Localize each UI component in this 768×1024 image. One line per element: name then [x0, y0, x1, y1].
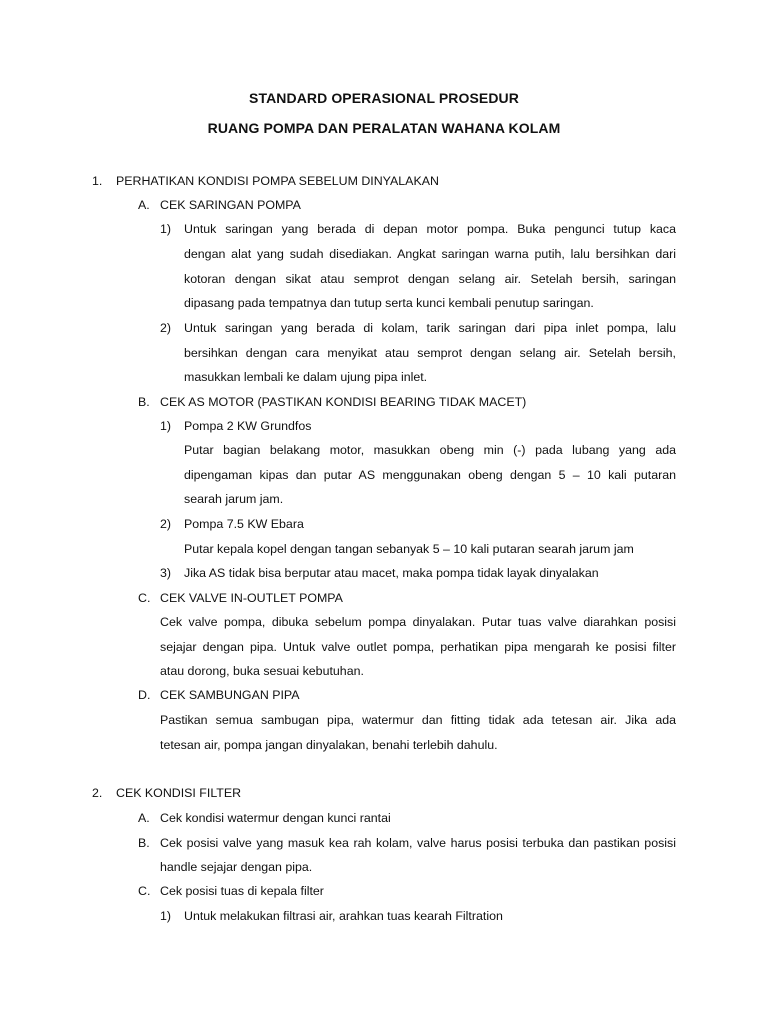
section-1b-item-2-line: Putar kepala kopel dengan tangan sebanyak 5 – 10 kali putaran searah jarum jam — [184, 542, 634, 556]
section-2-number: 2. — [92, 786, 103, 800]
section-1b-item-2-number: 2) — [160, 517, 172, 531]
section-2b-line: Cek posisi valve yang masuk kea rah kolam, valve harus posisi terbuka dan pastikan posisi — [160, 836, 676, 850]
section-1a-heading: CEK SARINGAN POMPA — [160, 198, 301, 212]
section-1d-line: tetesan air, pompa jangan dinyalakan, benahi terlebih dahulu. — [160, 738, 498, 752]
section-1-heading: PERHATIKAN KONDISI POMPA SEBELUM DINYALAKAN — [116, 174, 439, 188]
section-1b-item-1-number: 1) — [160, 419, 172, 433]
section-1a-letter: A. — [138, 198, 150, 212]
section-1c-heading: CEK VALVE IN-OUTLET POMPA — [160, 591, 343, 605]
section-1b-item-3-number: 3) — [160, 566, 172, 580]
section-2a-letter: A. — [138, 811, 150, 825]
section-1d-letter: D. — [138, 688, 151, 702]
section-1b-heading: CEK AS MOTOR (PASTIKAN KONDISI BEARING TIDAK MACET) — [160, 395, 527, 409]
section-1a-item-2-line: Untuk saringan yang berada di kolam, tarik saringan dari pipa inlet pompa, lalu — [184, 321, 676, 335]
section-2c-text: Cek posisi tuas di kepala filter — [160, 884, 324, 898]
section-2c-item-1-number: 1) — [160, 909, 172, 923]
section-1a-item-1-line: dengan alat yang sudah disediakan. Angkat saringan warna putih, lalu bersihkan dari — [184, 247, 676, 261]
section-1d-line: Pastikan semua sambugan pipa, watermur dan fitting tidak ada tetesan air. Jika ada — [160, 713, 676, 727]
section-1a-item-2-number: 2) — [160, 321, 172, 335]
section-1b-item-1-line: searah jarum jam. — [184, 492, 284, 506]
section-1a-item-1-line: dipasang pada tempatnya dan tutup serta kunci kembali penutup saringan. — [184, 296, 594, 310]
section-1a-item-1-number: 1) — [160, 222, 172, 236]
section-1b-item-2-heading: Pompa 7.5 KW Ebara — [184, 517, 304, 531]
section-1b-item-1-heading: Pompa 2 KW Grundfos — [184, 419, 312, 433]
section-2b-line: handle sejajar dengan pipa. — [160, 860, 313, 874]
section-2c-letter: C. — [138, 884, 151, 898]
section-1b-item-1-line: dipengaman kipas dan putar AS menggunakan obeng dengan 5 – 10 kali putaran — [184, 468, 676, 482]
section-1a-item-1-line: Untuk saringan yang berada di depan motor pompa. Buka pengunci tutup kaca — [184, 222, 676, 236]
section-2a-text: Cek kondisi watermur dengan kunci rantai — [160, 811, 391, 825]
section-1c-line: atau dorong, buka sesuai kebutuhan. — [160, 664, 364, 678]
section-1b-letter: B. — [138, 395, 150, 409]
section-2c-item-1-text: Untuk melakukan filtrasi air, arahkan tuas kearah Filtration — [184, 909, 503, 923]
section-2b-letter: B. — [138, 836, 150, 850]
document-subtitle: RUANG POMPA DAN PERALATAN WAHANA KOLAM — [207, 120, 561, 136]
section-1c-line: Cek valve pompa, dibuka sebelum pompa dinyalakan. Putar tuas valve diarahkan posisi — [160, 615, 676, 629]
section-1a-item-2-line: bersihkan dengan cara menyikat atau semprot dengan selang air. Setelah bersih, — [184, 346, 676, 360]
section-1a-item-2-line: masukkan lembali ke dalam ujung pipa inlet. — [184, 370, 428, 384]
section-1c-line: sejajar dengan pipa. Untuk valve outlet pompa, perhatikan pipa mengarah ke posisi filter — [160, 640, 676, 654]
section-1c-letter: C. — [138, 591, 151, 605]
section-2-heading: CEK KONDISI FILTER — [116, 786, 242, 800]
section-1b-item-3-text: Jika AS tidak bisa berputar atau macet, maka pompa tidak layak dinyalakan — [184, 566, 599, 580]
section-1b-item-1-line: Putar bagian belakang motor, masukkan obeng min (-) pada lubang yang ada — [184, 443, 676, 457]
document-title: STANDARD OPERASIONAL PROSEDUR — [249, 90, 519, 106]
section-1a-item-1-line: kotoran dengan sikat atau semprot dengan selang air. Setelah bersih, saringan — [184, 272, 676, 286]
section-1d-heading: CEK SAMBUNGAN PIPA — [160, 688, 300, 702]
section-1-number: 1. — [92, 174, 103, 188]
